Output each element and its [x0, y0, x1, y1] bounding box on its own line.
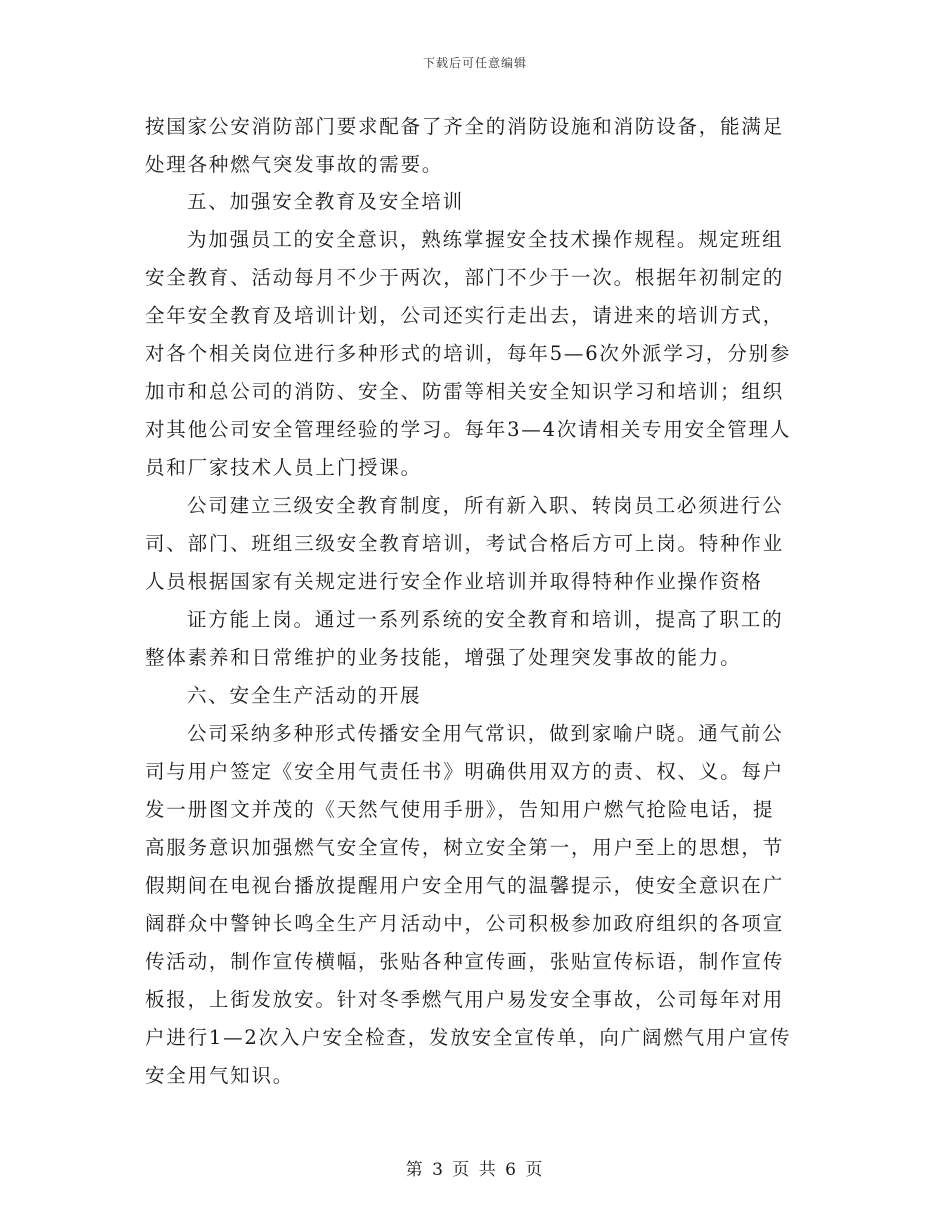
body-line: 按国家公安消防部门要求配备了齐全的消防设施和消防设备，能满足: [145, 115, 785, 138]
body-line: 公司建立三级安全教育制度，所有新入职、转岗员工必须进行公: [187, 494, 784, 517]
body-line: 安全用气知识。: [145, 1064, 295, 1087]
page-header: 下载后可任意编辑: [422, 56, 527, 70]
page-number: 第 3 页 共 6 页: [405, 1160, 545, 1180]
body-line: 对其他公司安全管理经验的学习。每年3—4次请相关专用安全管理人: [145, 418, 792, 441]
body-line: 司、部门、班组三级安全教育培训，考试合格后方可上岗。特种作业: [145, 532, 785, 555]
body-line: 处理各种燃气突发事故的需要。: [145, 153, 444, 176]
body-line: 为加强员工的安全意识，熟练掌握安全技术操作规程。规定班组: [187, 228, 784, 251]
body-line: 整体素养和日常维护的业务技能，增强了处理突发事故的能力。: [145, 646, 742, 669]
body-line: 安全教育、活动每月不少于两次，部门不少于一次。根据年初制定的: [145, 266, 785, 289]
body-line: 全年安全教育及培训计划，公司还实行走出去，请进来的培训方式，: [145, 304, 785, 327]
body-line: 高服务意识加强燃气安全宣传，树立安全第一，用户至上的思想，节: [145, 836, 785, 859]
section-heading: 五、加强安全教育及安全培训: [187, 190, 464, 213]
body-line: 人员根据国家有关规定进行安全作业培训并取得特种作业操作资格: [145, 570, 763, 593]
section-heading: 六、安全生产活动的开展: [187, 684, 422, 707]
body-line: 证方能上岗。通过一系列系统的安全教育和培训，提高了职工的: [187, 608, 784, 631]
body-line: 员和厂家技术人员上门授课。: [145, 456, 422, 479]
body-line: 户进行1—2次入户安全检查，发放安全宣传单，向广阔燃气用户宣传: [145, 1026, 792, 1049]
body-line: 假期间在电视台播放提醒用户安全用气的温馨提示，使安全意识在广: [145, 874, 785, 897]
body-line: 发一册图文并茂的《天然气使用手册》，告知用户燃气抢险电话，提: [145, 798, 775, 821]
body-line: 司与用户签定《安全用气责任书》明确供用双方的责、权、义。每户: [145, 760, 785, 783]
body-line: 板报，上街发放安。针对冬季燃气用户易发安全事故，公司每年对用: [145, 988, 785, 1011]
body-line: 传活动，制作宣传横幅，张贴各种宣传画，张贴宣传标语，制作宣传: [145, 950, 785, 973]
body-line: 阔群众中警钟长鸣全生产月活动中，公司积极参加政府组织的各项宣: [145, 912, 785, 935]
body-line: 公司采纳多种形式传播安全用气常识，做到家喻户晓。通气前公: [187, 722, 784, 745]
body-line: 对各个相关岗位进行多种形式的培训，每年5—6次外派学习，分别参: [145, 342, 792, 365]
body-line: 加市和总公司的消防、安全、防雷等相关安全知识学习和培训；组织: [145, 380, 785, 403]
